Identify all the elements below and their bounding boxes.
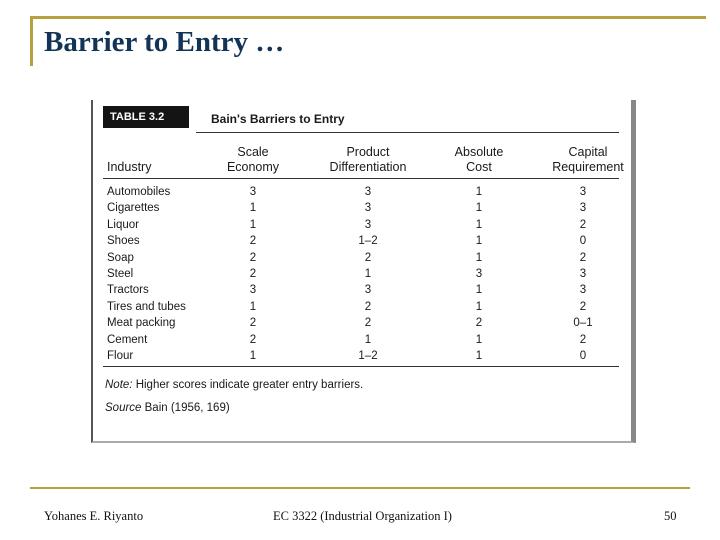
header-capital-requirement: [543, 145, 633, 175]
cell-capital: 0–1: [573, 317, 593, 330]
cell-product: 3: [364, 218, 372, 231]
cell-product: 3: [364, 186, 372, 198]
table-bottom-rule: [103, 366, 619, 367]
cell-capital: 2: [579, 218, 587, 231]
cell-scale: 2: [249, 267, 257, 280]
cell-industry: Tractors: [107, 284, 149, 297]
cell-industry: Liquor: [107, 218, 139, 231]
source-label: Source: [105, 402, 142, 414]
table-caption: Bain's Barriers to Entry: [211, 112, 345, 126]
cell-absolute: 1: [475, 251, 483, 264]
cell-absolute: 1: [475, 284, 483, 297]
header-absolute-line2: Cost: [466, 160, 492, 174]
frame-top-line: [30, 16, 706, 19]
cell-absolute: 2: [475, 317, 483, 330]
cell-industry: Cigarettes: [107, 202, 160, 215]
cell-scale: 3: [249, 284, 257, 297]
cell-scale: 2: [249, 235, 257, 248]
table-row: [93, 200, 631, 216]
cell-industry: Soap: [107, 251, 134, 264]
table-row: [93, 233, 631, 249]
cell-scale: 1: [249, 349, 257, 362]
cell-capital: 2: [579, 333, 587, 346]
cell-absolute: 1: [475, 300, 483, 313]
cell-absolute: 1: [475, 333, 483, 346]
cell-absolute: 1: [475, 218, 483, 231]
table-header-rule: [103, 178, 619, 179]
cell-product: 2: [364, 300, 372, 313]
table-row: [93, 217, 631, 233]
cell-product: 1: [364, 333, 372, 346]
note-label: Note:: [105, 379, 133, 391]
table-row: [93, 348, 631, 364]
cell-scale: 1: [249, 218, 257, 231]
cell-scale: 2: [249, 333, 257, 346]
header-scale-line1: Scale: [237, 145, 269, 159]
cell-absolute: 1: [475, 349, 483, 362]
cell-scale: 3: [249, 186, 257, 198]
cell-absolute: 1: [475, 235, 483, 248]
cell-absolute: 1: [475, 186, 483, 198]
cell-capital: 3: [579, 284, 587, 297]
table-row: [93, 266, 631, 282]
cell-capital: 0: [579, 349, 587, 362]
cell-capital: 2: [579, 251, 587, 264]
source-text: Bain (1956, 169): [141, 402, 230, 414]
cell-product: 2: [364, 317, 372, 330]
header-product-line1: Product: [346, 145, 390, 159]
cell-industry: Meat packing: [107, 317, 176, 330]
header-scale-economy: [213, 145, 293, 175]
cell-absolute: 1: [475, 202, 483, 215]
cell-capital: 3: [579, 186, 587, 198]
cell-industry: Steel: [107, 267, 134, 280]
note-text: Higher scores indicate greater entry barriers.: [132, 379, 364, 391]
header-scale-line2: Economy: [226, 160, 280, 174]
cell-product: 3: [364, 202, 372, 215]
header-industry: Industry: [107, 160, 152, 174]
cell-product: 3: [364, 284, 372, 297]
table-source: [105, 402, 230, 414]
cell-product: 1–2: [358, 349, 378, 362]
cell-capital: 0: [579, 235, 587, 248]
header-absolute-line1: Absolute: [454, 145, 504, 159]
frame-left-line: [30, 16, 33, 66]
footer-divider-line: [30, 487, 690, 489]
footer-page-number: 50: [664, 509, 677, 523]
cell-industry: Tires and tubes: [107, 300, 186, 313]
cell-scale: 1: [249, 202, 257, 215]
footer-course: EC 3322 (Industrial Organization I): [273, 509, 452, 523]
header-product-line2: Differentiation: [329, 160, 407, 174]
table-top-rule: [196, 132, 619, 133]
table-row: [93, 184, 631, 200]
cell-industry: Automobiles: [107, 186, 171, 198]
table-body: [93, 184, 631, 364]
header-product-differentiation: [313, 145, 423, 175]
header-absolute-cost: [439, 145, 519, 175]
header-capital-line2: Requirement: [552, 160, 624, 174]
cell-absolute: 3: [475, 267, 483, 280]
table-row: [93, 315, 631, 331]
cell-scale: 2: [249, 317, 257, 330]
cell-scale: 2: [249, 251, 257, 264]
cell-product: 1–2: [358, 235, 378, 248]
cell-capital: 3: [579, 202, 587, 215]
table-number-label: TABLE 3.2: [103, 106, 189, 128]
table-note: [105, 379, 363, 391]
table-row: [93, 299, 631, 315]
footer-author: Yohanes E. Riyanto: [44, 509, 144, 523]
table-row: [93, 282, 631, 298]
table-row: [93, 250, 631, 266]
slide-title: Barrier to Entry …: [44, 26, 285, 58]
table-row: [93, 332, 631, 348]
cell-scale: 1: [249, 300, 257, 313]
scanned-table-image: [91, 100, 636, 443]
cell-industry: Cement: [107, 333, 148, 346]
cell-capital: 3: [579, 267, 587, 280]
header-capital-line1: Capital: [568, 145, 608, 159]
cell-capital: 2: [579, 300, 587, 313]
cell-product: 1: [364, 267, 372, 280]
cell-industry: Shoes: [107, 235, 140, 248]
cell-product: 2: [364, 251, 372, 264]
cell-industry: Flour: [107, 349, 134, 362]
